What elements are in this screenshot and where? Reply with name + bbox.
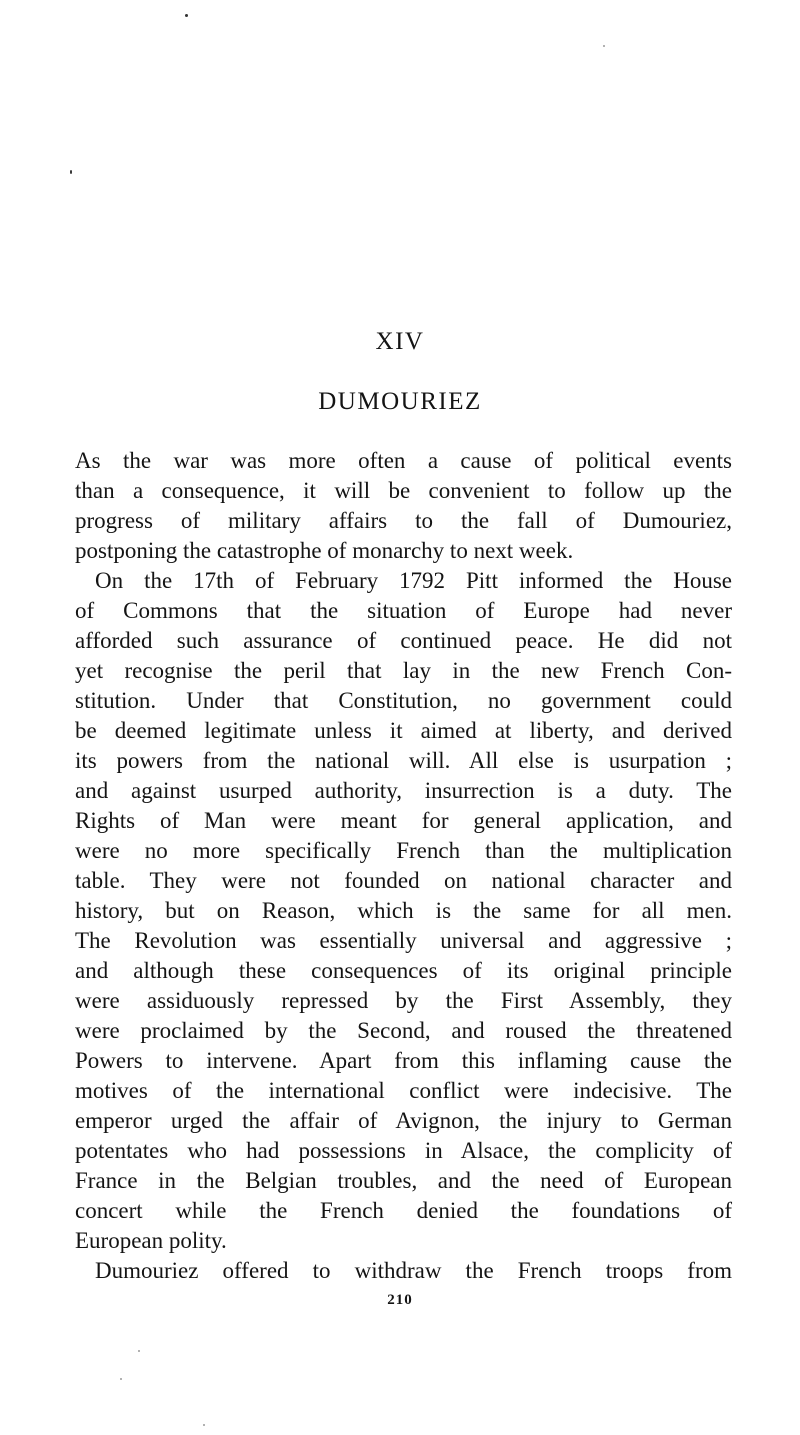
text-line: Powers to intervene. Apart from this inflaming cause the [75,1048,732,1073]
scan-speck [120,1378,122,1380]
text-line: were proclaimed by the Second, and roused the threatened [75,1018,732,1043]
text-line: emperor urged the affair of Avignon, the injury to German [75,1108,732,1133]
text-line: were no more specifically French than the multiplication [75,838,732,863]
page-number: 210 [387,1292,413,1308]
text-line: be deemed legitimate unless it aimed at liberty, and derived [75,718,732,743]
text-line: postponing the catastrophe of monarchy to next week. [75,538,574,563]
text-line: As the war was more often a cause of political events [75,448,732,473]
scan-speck [138,1350,140,1352]
text-line: progress of military affairs to the fall of Dumouriez, [75,508,732,533]
text-line: Dumouriez offered to withdraw the French troops from [95,1258,732,1283]
text-line: On the 17th of February 1792 Pitt informed the House [95,568,732,593]
text-line: afforded such assurance of continued peace. He did not [75,628,732,653]
text-line: potentates who had possessions in Alsace, the complicity of [75,1138,732,1163]
text-line: and although these consequences of its original principle [75,958,732,983]
text-line: of Commons that the situation of Europe had never [75,598,732,623]
text-line: and against usurped authority, insurrection is a duty. The [75,778,732,803]
text-line: yet recognise the peril that lay in the new French Con- [75,658,732,683]
chapter-number: XIV [375,328,425,355]
scan-speck [185,14,188,17]
text-line: Rights of Man were meant for general application, and [75,808,732,833]
chapter-title: DUMOURIEZ [318,388,482,415]
scan-speck [70,170,72,174]
scan-speck [203,1424,205,1426]
body-text [75,446,732,1286]
scan-speck [603,45,605,47]
text-line: France in the Belgian troubles, and the need of European [75,1168,732,1193]
text-line: motives of the international conflict were indecisive. The [75,1078,732,1103]
text-line: stitution. Under that Constitution, no government could [75,688,732,713]
text-line: table. They were not founded on national character and [75,868,732,893]
text-line: were assiduously repressed by the First Assembly, they [75,988,732,1013]
text-line: European polity. [75,1228,227,1253]
text-line: than a consequence, it will be convenient to follow up the [75,478,732,503]
text-line: its powers from the national will. All else is usurpation ; [75,748,732,773]
text-line: concert while the French denied the foundations of [75,1198,732,1223]
text-line: The Revolution was essentially universal and aggressive ; [75,928,732,953]
text-line: history, but on Reason, which is the same for all men. [75,898,732,923]
